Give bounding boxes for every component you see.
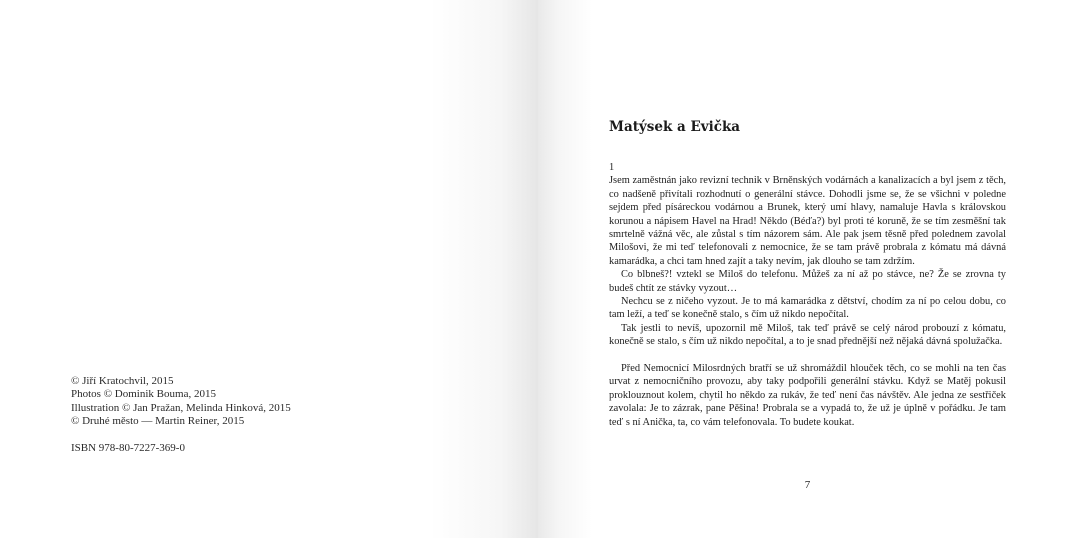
paragraph: Co blbneš?! vztekl se Miloš do telefonu. Můžeš za ní až po stávce, ne? Že se zrovna ty budeš chtít ze stávky vyzout… xyxy=(609,269,1006,294)
left-page xyxy=(0,0,538,538)
paragraph: Před Nemocnicí Milosrdných bratří se už shromáždil hlouček těch, co se mohli na ten čas urvat z nemocničního provozu, aby taky podpořili generální stávku. Když se Matěj pokusil proklouznout kolem, chytil ho někdo za rukáv, že teď není čas návštěv. Ale jedna ze sestřiček zavolala: Je to zázrak, pane Pěšina! Probrala se a vypadá to, že už je úplně v pořádku. Je tam teď s ní Anička, ta, co vám telefonovala. To budete koukat. xyxy=(609,363,1006,428)
imprint-line-publisher: © Druhé město — Martin Reiner, 2015 xyxy=(71,415,245,428)
imprint-line-illustration: Illustration © Jan Pražan, Melinda Hinková, 2015 xyxy=(71,401,291,414)
chapter-title: Matýsek a Evička xyxy=(609,119,741,135)
right-page xyxy=(538,0,1077,538)
section-gap xyxy=(609,349,1006,362)
imprint-line-author: © Jiří Kratochvil, 2015 xyxy=(71,375,174,387)
imprint-block xyxy=(71,375,291,455)
section-number: 1 xyxy=(609,162,615,173)
imprint-line-photos: Photos © Dominik Bouma, 2015 xyxy=(71,388,216,401)
body-text xyxy=(609,161,1006,429)
page-number: 7 xyxy=(804,479,811,491)
paragraph: Jsem zaměstnán jako revizní technik v Brněnských vodárnách a kanalizacích a byl jsem z těch, co nadšeně přivítali rozhodnutí o generální stávce. Dohodli jsme se, že se všichni v poledne sejdem před písáreckou vodárnou a Brunek, který umí hlavy, namaluje Havla s královskou korunou a nápisem Havel na Hrad! Někdo (Béďa?) byl proti té koruně, že se tím zesměšní tak smrtelně vážná věc, ale zůstal s tím názorem sám. Ale pak jsem těsně před polednem zavolal Milošovi, že mi teď telefonovali z nemocnice, že se tam právě probrala z kómatu má dávná kamarádka, a chci tam hned zajít a taky nevím, jak dlouho se tam zdržím. xyxy=(609,175,1006,267)
isbn: ISBN 978-80-7227-369-0 xyxy=(71,442,185,455)
paragraph: Nechcu se z ničeho vyzout. Je to má kamarádka z dětství, chodím za ní po celou dobu, co tam leží, a teď se konečně stalo, s čím už nikdo nepočítal. xyxy=(609,296,1006,321)
paragraph: Tak jestli to nevíš, upozornil mě Miloš, tak teď právě se celý národ probouzí z kómatu, konečně se stalo, s čím už nikdo nepočítal, a to je snad přednější než nějaká dávná spolužačka. xyxy=(609,322,1006,348)
